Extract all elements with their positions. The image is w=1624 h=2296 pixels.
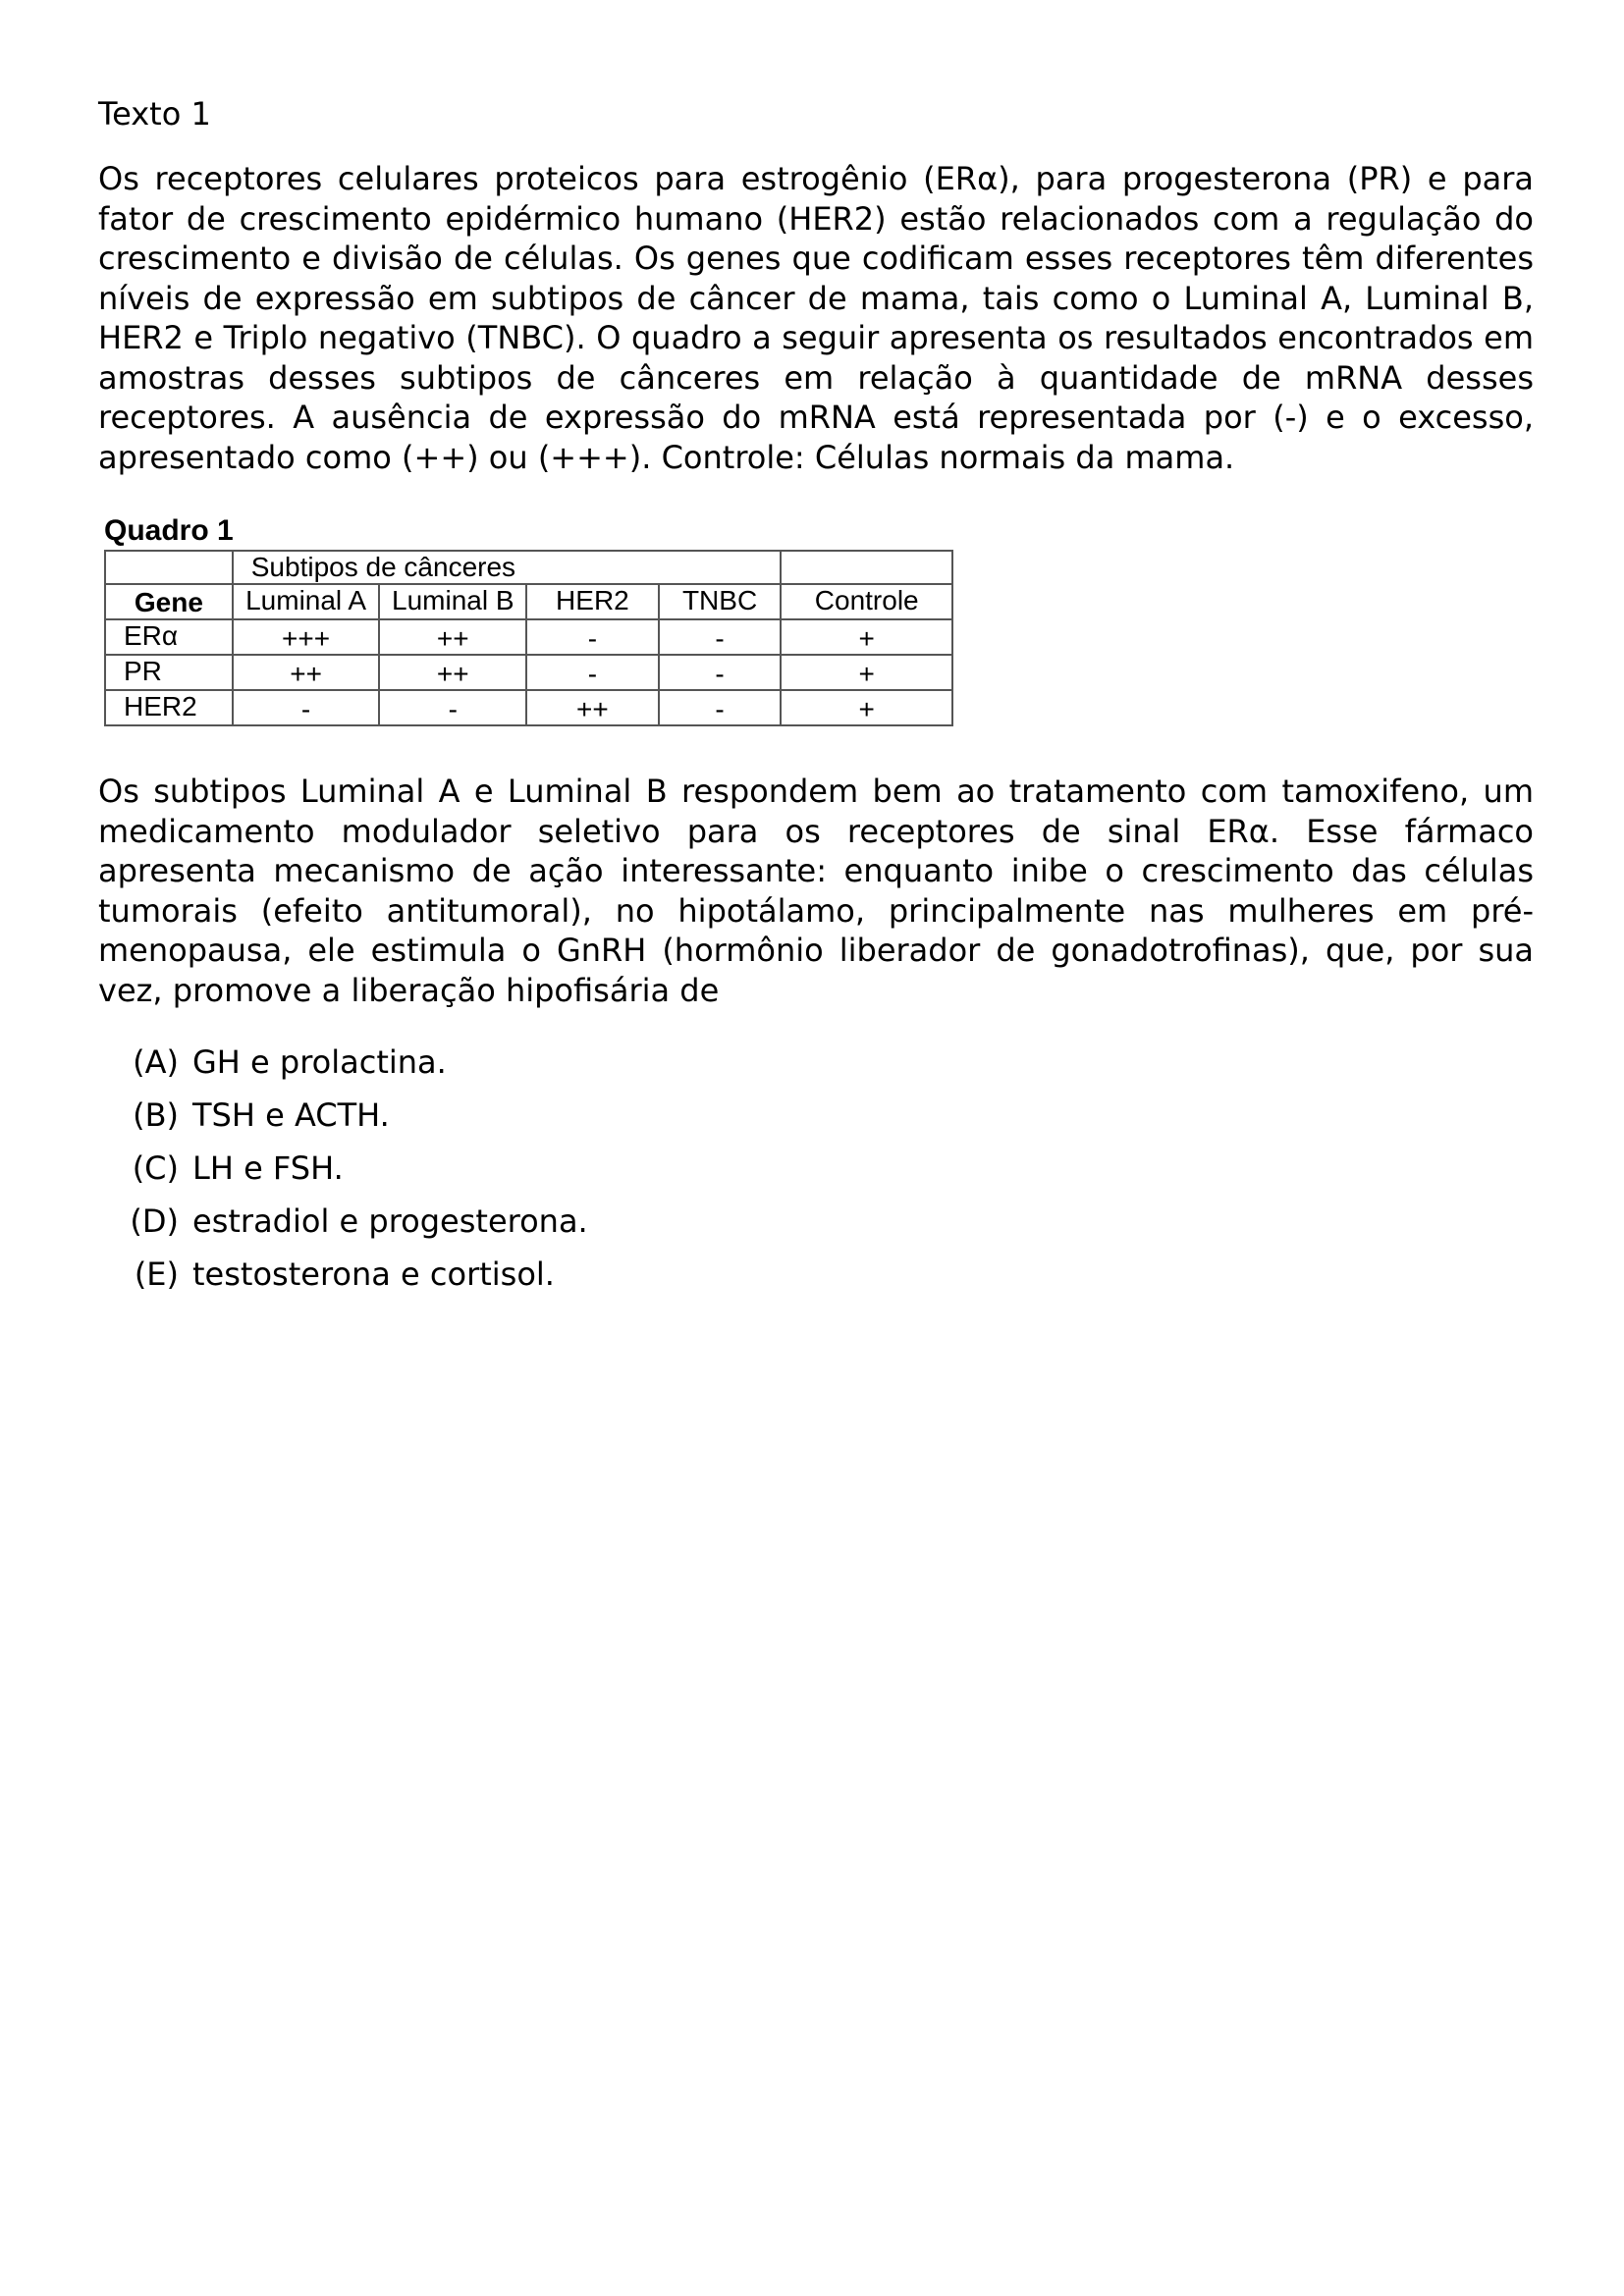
table-empty-cell bbox=[105, 551, 233, 584]
table-group-header-row bbox=[105, 551, 952, 584]
option-letter: (C) bbox=[132, 1149, 179, 1187]
row-gene-label: HER2 bbox=[105, 690, 233, 725]
option-text: estradiol e progesterona. bbox=[192, 1202, 588, 1240]
table-row bbox=[105, 655, 952, 690]
table-cell: + bbox=[781, 619, 952, 655]
option-letter: (A) bbox=[133, 1043, 179, 1081]
table-cell: ++ bbox=[379, 619, 526, 655]
column-header-her2: HER2 bbox=[526, 584, 659, 619]
table-cell: +++ bbox=[233, 619, 380, 655]
option-e[interactable] bbox=[98, 1255, 1534, 1308]
column-header-tnbc: TNBC bbox=[659, 584, 782, 619]
text-title: Texto 1 bbox=[98, 95, 211, 133]
table-cell: ++ bbox=[526, 690, 659, 725]
table-cell: - bbox=[659, 690, 782, 725]
gene-expression-table bbox=[104, 550, 953, 726]
quadro-table-block bbox=[104, 514, 1534, 726]
table-cell: - bbox=[659, 655, 782, 690]
row-gene-label: PR bbox=[105, 655, 233, 690]
option-c[interactable] bbox=[98, 1149, 1534, 1202]
option-text: testosterona e cortisol. bbox=[192, 1255, 555, 1293]
table-cell: - bbox=[526, 655, 659, 690]
table-row bbox=[105, 690, 952, 725]
option-d[interactable] bbox=[98, 1202, 1534, 1255]
column-header-luminal-a: Luminal A bbox=[233, 584, 380, 619]
row-gene-label: ERα bbox=[105, 619, 233, 655]
option-text: LH e FSH. bbox=[192, 1149, 344, 1187]
gene-column-header: Gene bbox=[105, 584, 233, 619]
question-paragraph: Os subtipos Luminal A e Luminal B respondem bem ao tratamento com tamoxifeno, um medicamento modulador seletivo para os receptores de sinal ERα. Esse fármaco apresenta mecanismo de ação interessante: enquanto inibe o crescimento das células tumorais (efeito antitumoral), no hipotálamo, principalmente nas mulheres em prémenopausa, ele estimula o GnRH (hormônio liberador de gonadotrofinas), que, por sua vez, promove a liberação hipofisária de bbox=[98, 773, 1534, 1009]
option-letter: (D) bbox=[130, 1202, 179, 1240]
option-text: TSH e ACTH. bbox=[192, 1096, 390, 1134]
option-text: GH e prolactina. bbox=[192, 1043, 447, 1081]
table-row bbox=[105, 619, 952, 655]
quadro-title: Quadro 1 bbox=[104, 514, 234, 547]
table-cell: ++ bbox=[233, 655, 380, 690]
option-letter: (E) bbox=[134, 1255, 179, 1293]
column-header-luminal-b: Luminal B bbox=[379, 584, 526, 619]
option-b[interactable] bbox=[98, 1096, 1534, 1149]
option-letter: (B) bbox=[133, 1096, 179, 1134]
intro-paragraph: Os receptores celulares proteicos para estrogênio (ERα), para progesterona (PR) e para fator de crescimento epidérmico humano (HER2) estão relacionados com a regulação do crescimento e divisão de células. Os genes que codificam esses receptores têm diferentes níveis de expressão em subtipos de câncer de mama, tais como o Luminal A, Luminal B, HER2 e Triplo negativo (TNBC). O quadro a seguir apresenta os resultados encontrados em amostras desses subtipos de cânceres em relação à quantidade de mRNA desses receptores. A ausência de expressão do mRNA está representada por (-) e o excesso, apresentado como (++) ou (+++). Controle: Células normais da mama. bbox=[98, 160, 1534, 476]
table-empty-cell bbox=[781, 551, 952, 584]
table-cell: ++ bbox=[379, 655, 526, 690]
table-cell: - bbox=[233, 690, 380, 725]
table-cell: - bbox=[659, 619, 782, 655]
table-header-row bbox=[105, 584, 952, 619]
table-cell: - bbox=[526, 619, 659, 655]
column-header-controle: Controle bbox=[781, 584, 952, 619]
question-page bbox=[98, 94, 1534, 1308]
answer-options bbox=[98, 1043, 1534, 1308]
table-cell: + bbox=[781, 690, 952, 725]
subtype-group-header: Subtipos de cânceres bbox=[233, 551, 782, 584]
table-cell: - bbox=[379, 690, 526, 725]
table-cell: + bbox=[781, 655, 952, 690]
option-a[interactable] bbox=[98, 1043, 1534, 1096]
